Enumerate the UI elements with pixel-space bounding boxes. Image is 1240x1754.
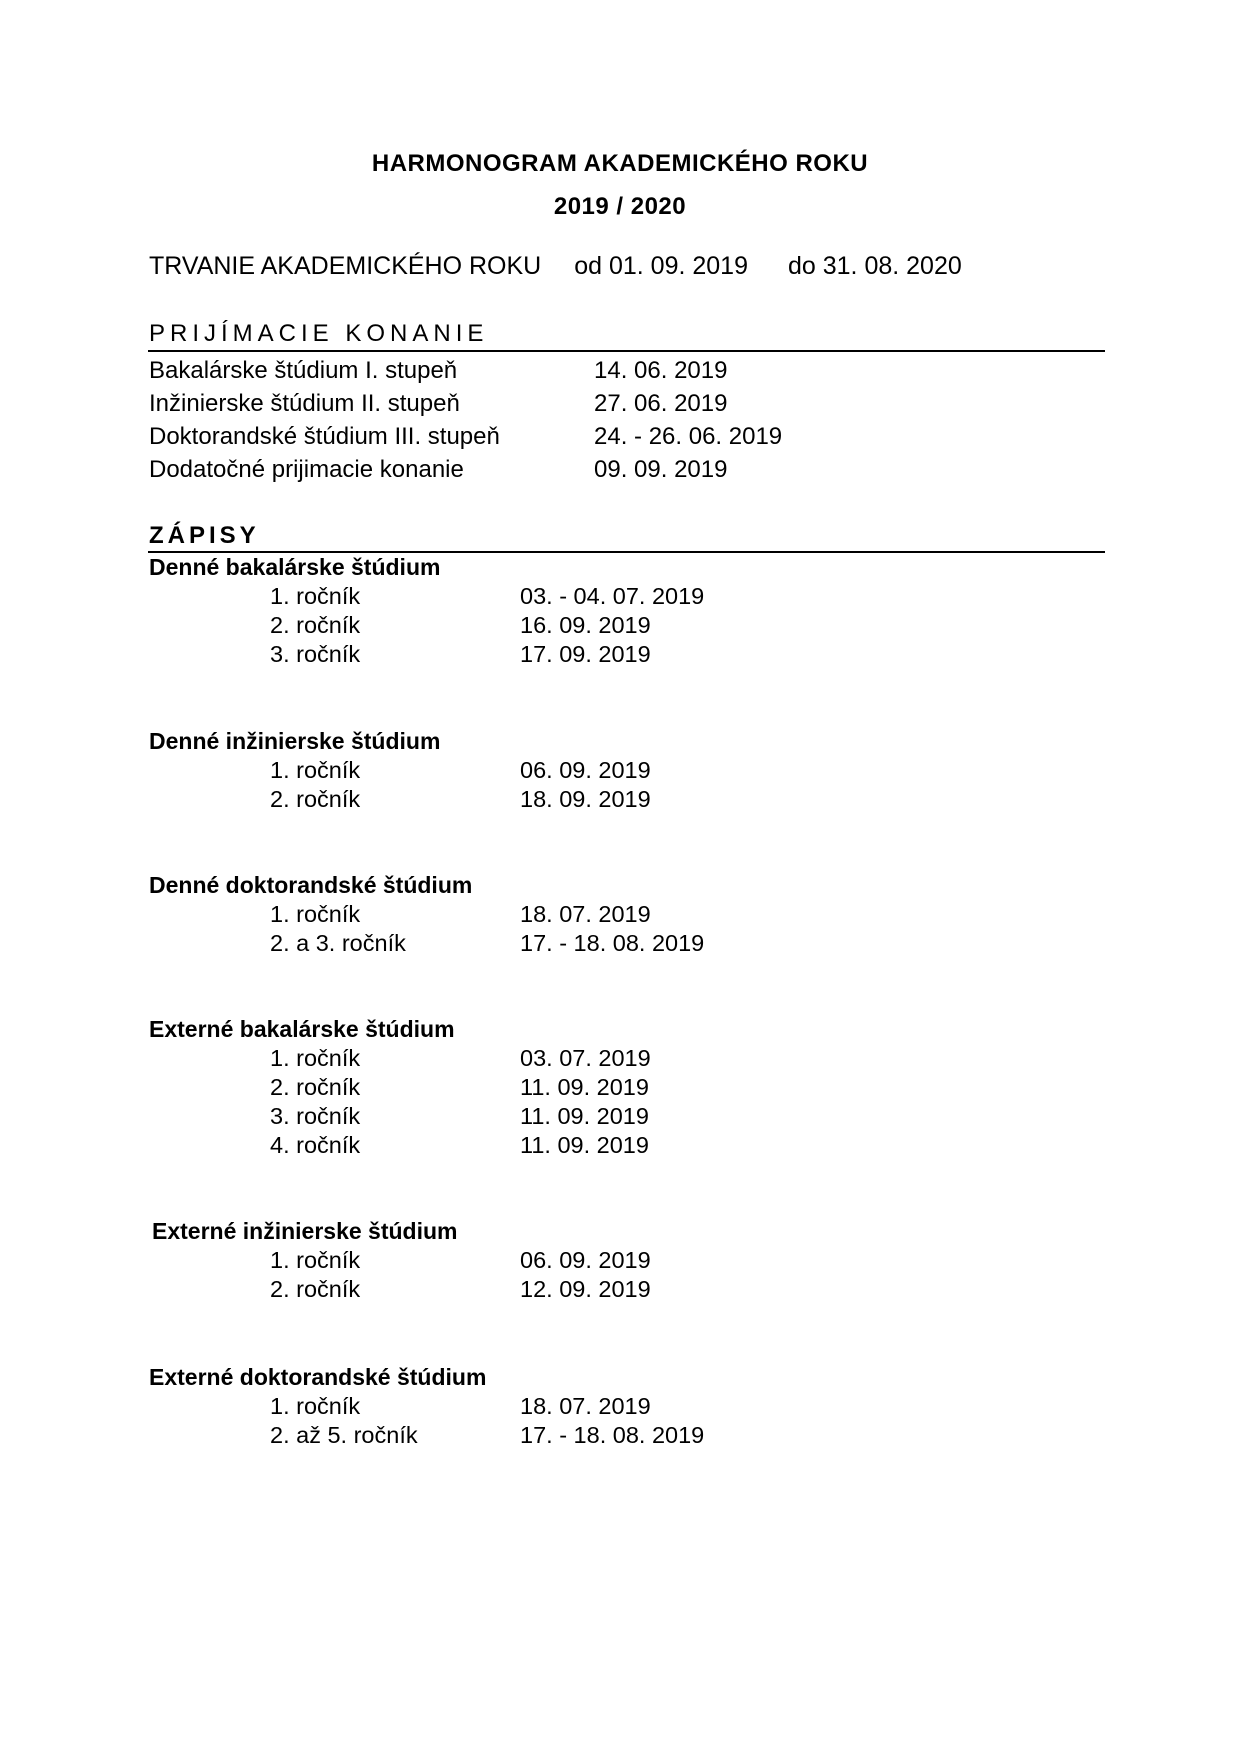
enrollment-heading: ZÁPISY [149, 522, 260, 549]
year-label: 1. ročník [270, 1247, 361, 1273]
year-label: 1. ročník [270, 757, 361, 783]
year-date: 12. 09. 2019 [520, 1276, 651, 1302]
admission-label: Dodatočné prijimacie konanie [149, 456, 464, 483]
year-label: 2. ročník [270, 1276, 361, 1302]
year-label: 1. ročník [270, 1045, 361, 1071]
group-title: Denné doktorandské štúdium [149, 872, 473, 898]
year-date: 18. 07. 2019 [520, 901, 651, 927]
document-title: HARMONOGRAM AKADEMICKÉHO ROKU [371, 150, 869, 177]
year-date: 03. 07. 2019 [520, 1045, 651, 1071]
admission-label: Doktorandské štúdium III. stupeň [149, 423, 500, 450]
admissions-heading: PRIJÍMACIE KONANIE [149, 320, 489, 347]
year-date: 16. 09. 2019 [520, 612, 651, 638]
enrollment-row [149, 1045, 1049, 1074]
enrollment-row [149, 1132, 1049, 1161]
admission-date: 14. 06. 2019 [594, 357, 728, 384]
admission-label: Inžinierske štúdium II. stupeň [149, 390, 460, 417]
year-date: 11. 09. 2019 [520, 1132, 649, 1158]
year-label: 3. ročník [270, 1103, 361, 1129]
academic-year: 2019 / 2020 [553, 193, 687, 220]
year-date: 06. 09. 2019 [520, 1247, 651, 1273]
enrollment-row [149, 612, 1049, 641]
year-date: 18. 09. 2019 [520, 786, 651, 812]
duration-to: do 31. 08. 2020 [788, 252, 962, 280]
duration-line [149, 252, 962, 281]
admission-label: Bakalárske štúdium I. stupeň [149, 357, 458, 384]
group-title: Externé doktorandské štúdium [149, 1364, 487, 1390]
year-label: 2. ročník [270, 612, 361, 638]
admission-row [149, 423, 1049, 453]
year-date: 17. - 18. 08. 2019 [520, 930, 705, 956]
enrollment-group-denne-doktorandske [149, 872, 1049, 959]
admission-date: 24. - 26. 06. 2019 [594, 423, 783, 450]
enrollment-row [149, 1276, 1052, 1305]
enrollment-row [149, 641, 1049, 670]
year-date: 17. 09. 2019 [520, 641, 651, 667]
group-title: Denné bakalárske štúdium [149, 554, 441, 580]
year-label: 2. až 5. ročník [270, 1422, 418, 1448]
enrollment-row [149, 901, 1049, 930]
enrollment-divider [148, 551, 1105, 553]
year-label: 2. a 3. ročník [270, 930, 406, 956]
admission-row [149, 357, 1049, 387]
duration-label: TRVANIE AKADEMICKÉHO ROKU [149, 252, 542, 280]
enrollment-row [149, 1247, 1052, 1276]
year-label: 2. ročník [270, 786, 361, 812]
enrollment-row [149, 1074, 1049, 1103]
group-title: Externé bakalárske štúdium [149, 1016, 455, 1042]
year-date: 11. 09. 2019 [520, 1103, 649, 1129]
enrollment-group-externe-doktorandske [149, 1364, 1049, 1451]
year-label: 1. ročník [270, 901, 361, 927]
enrollment-row [149, 930, 1049, 959]
enrollment-group-externe-inzinierske [152, 1218, 1052, 1305]
year-date: 17. - 18. 08. 2019 [520, 1422, 705, 1448]
enrollment-row [149, 757, 1049, 786]
enrollment-group-externe-bakalarske [149, 1016, 1049, 1161]
admission-date: 27. 06. 2019 [594, 390, 728, 417]
enrollment-row [149, 1393, 1049, 1422]
year-label: 4. ročník [270, 1132, 361, 1158]
year-label: 1. ročník [270, 583, 361, 609]
group-title: Externé inžinierske štúdium [152, 1218, 458, 1244]
admission-row [149, 390, 1049, 420]
year-label: 2. ročník [270, 1074, 361, 1100]
year-date: 11. 09. 2019 [520, 1074, 649, 1100]
enrollment-row [149, 1422, 1049, 1451]
admission-row [149, 456, 1049, 486]
enrollment-row [149, 786, 1049, 815]
admissions-divider [148, 350, 1105, 352]
year-label: 3. ročník [270, 641, 361, 667]
enrollment-row [149, 1103, 1049, 1132]
group-title: Denné inžinierske štúdium [149, 728, 441, 754]
enrollment-row [149, 583, 1049, 612]
enrollment-group-denne-inzinierske [149, 728, 1049, 815]
year-date: 18. 07. 2019 [520, 1393, 651, 1419]
admission-date: 09. 09. 2019 [594, 456, 728, 483]
year-date: 06. 09. 2019 [520, 757, 651, 783]
year-label: 1. ročník [270, 1393, 361, 1419]
enrollment-group-denne-bakalarske [149, 554, 1049, 670]
year-date: 03. - 04. 07. 2019 [520, 583, 705, 609]
duration-from: od 01. 09. 2019 [574, 252, 748, 280]
